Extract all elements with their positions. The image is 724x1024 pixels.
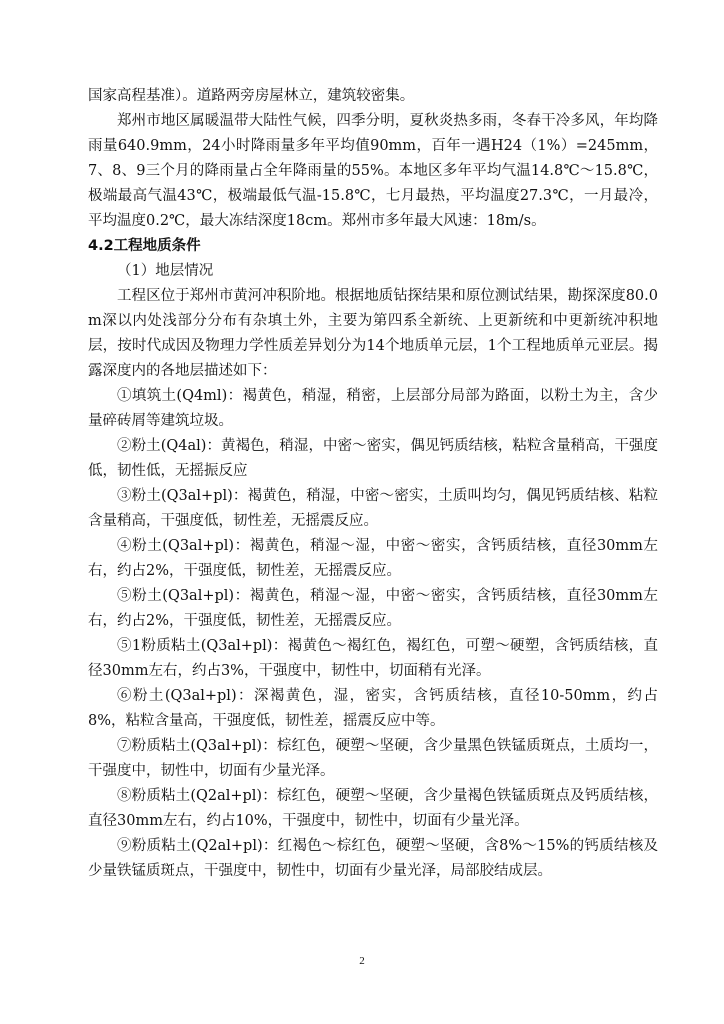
section-heading: 4.2工程地质条件 [88, 238, 201, 254]
layer-item: ④粉土(Q3al+pl)：褐黄色，稍湿～湿，中密～密实，含钙质结核，直径30mm左右，约占2%，干强度低，韧性差，无摇震反应。 [88, 538, 658, 579]
page-body [88, 84, 658, 884]
paragraph-continuation: 国家高程基准）。道路两旁房屋林立，建筑较密集。 [88, 88, 415, 104]
layer-item: ⑤粉土(Q3al+pl)：褐黄色，稍湿～湿，中密～密实，含钙质结核，直径30mm左右，约占2%，干强度低，韧性差，无摇震反应。 [88, 588, 658, 629]
layer-item: ⑤1粉质粘土(Q3al+pl)：褐黄色～褐红色，褐红色，可塑～硬塑，含钙质结核，直径30mm左右，约占3%，干强度中，韧性中，切面稍有光泽。 [88, 638, 658, 679]
paragraph-climate: 郑州市地区属暖温带大陆性气候，四季分明，夏秋炎热多雨，冬春干冷多风，年均降雨量640.9mm，24小时降雨量多年平均值90mm，百年一遇H24（1%）=245mm，7、8、9三个月的降雨量占全年降雨量的55%。本地区多年平均气温14.8℃～15.8℃，极端最高气温43℃，极端最低气温-15.8℃，七月最热，平均温度27.3℃，一月最冷，平均温度0.2℃，最大冻结深度18cm。郑州市多年最大风速：18m/s。 [88, 113, 658, 229]
layer-item: ②粉土(Q4al)：黄褐色，稍湿，中密～密实，偶见钙质结核，粘粒含量稍高，干强度低，韧性低，无摇振反应 [88, 438, 658, 479]
layer-item: ⑦粉质粘土(Q3al+pl)：棕红色，硬塑～坚硬，含少量黑色铁锰质斑点，土质均一，干强度中，韧性中，切面有少量光泽。 [88, 738, 658, 779]
page-number: 2 [359, 955, 365, 967]
layer-item: ⑥粉土(Q3al+pl)：深褐黄色，湿，密实，含钙质结核，直径10-50mm，约占8%，粘粒含量高，干强度低，韧性差，摇震反应中等。 [88, 688, 658, 729]
subsection-heading: （1）地层情况 [117, 263, 214, 279]
paragraph-strata-intro: 工程区位于郑州市黄河冲积阶地。根据地质钻探结果和原位测试结果，勘探深度80.0m深以内处浅部分分布有杂填土外，主要为第四系全新统、上更新统和中更新统冲积地层，按时代成因及物理力学性质差异划分为14个地质单元层，1个工程地质单元亚层。揭露深度内的各地层描述如下： [88, 288, 658, 379]
layer-item: ⑧粉质粘土(Q2al+pl)：棕红色，硬塑～坚硬，含少量褐色铁锰质斑点及钙质结核，直径30mm左右，约占10%，干强度中，韧性中，切面有少量光泽。 [88, 788, 658, 829]
layer-item: ①填筑土(Q4ml)：褐黄色，稍湿，稍密，上层部分局部为路面，以粉土为主，含少量碎砖屑等建筑垃圾。 [88, 388, 658, 429]
layer-item: ⑨粉质粘土(Q2al+pl)：红褐色～棕红色，硬塑～坚硬，含8%～15%的钙质结核及少量铁锰质斑点，干强度中，韧性中，切面有少量光泽，局部胶结成层。 [88, 838, 658, 879]
layer-item: ③粉土(Q3al+pl)：褐黄色，稍湿，中密～密实，土质叫均匀，偶见钙质结核、粘粒含量稍高，干强度低，韧性差，无摇震反应。 [88, 488, 658, 529]
